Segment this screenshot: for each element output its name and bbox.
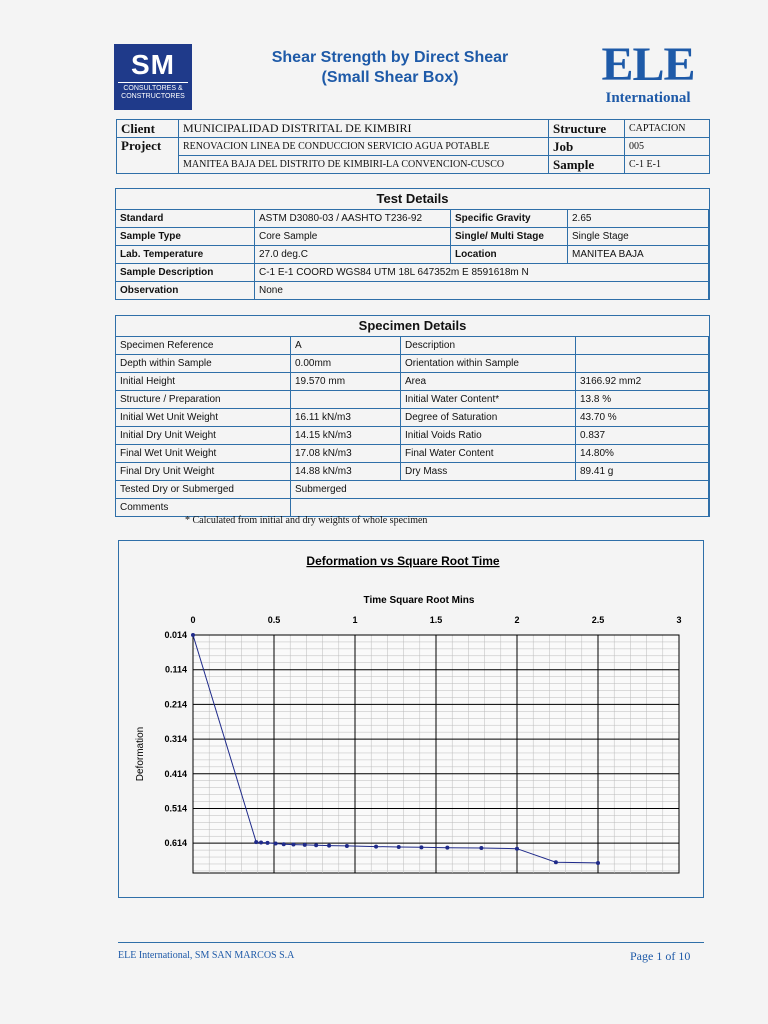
sm-logo-sub: CONSULTORES & CONSTRUCTORES [118,82,188,101]
specimen-label: Description [401,337,576,355]
specimen-value: 0.00mm [291,355,401,373]
ele-logo-main: ELE [601,38,695,91]
specimen-value: 3166.92 mm2 [576,373,709,391]
specimen-label: Final Wet Unit Weight [116,445,291,463]
project-line2: MANITEA BAJA DEL DISTRITO DE KIMBIRI-LA CONVENCION-CUSCO [179,156,549,174]
specimen-value: 0.837 [576,427,709,445]
x-tick-label: 2 [514,615,520,625]
specimen-value: 14.80% [576,445,709,463]
specific-gravity-label: Specific Gravity [451,210,568,228]
client-value: MUNICIPALIDAD DISTRITAL DE KIMBIRI [179,120,549,138]
y-tick-label: 0.414 [164,768,187,779]
tested-value: Submerged [291,481,709,499]
specimen-value: 13.8 % [576,391,709,409]
data-point [303,843,307,847]
specimen-value: 43.70 % [576,409,709,427]
sm-logo-main: SM [131,49,175,80]
standard-value: ASTM D3080-03 / AASHTO T236-92 [255,210,451,228]
observation-label: Observation [116,282,255,300]
specimen-row [116,391,709,409]
stage-label: Single/ Multi Stage [451,228,568,246]
page-title [200,48,580,88]
data-point [274,842,278,846]
data-point [479,846,483,850]
specimen-value: 14.88 kN/m3 [291,463,401,481]
data-point [259,840,263,844]
specimen-label: Orientation within Sample [401,355,576,373]
specimen-details-title: Specimen Details [116,316,709,337]
specimen-label: Dry Mass [401,463,576,481]
test-details-title: Test Details [116,189,709,210]
title-line2: (Small Shear Box) [321,69,459,86]
specimen-value: 16.11 kN/m3 [291,409,401,427]
specimen-label: Final Dry Unit Weight [116,463,291,481]
footer-left: ELE International, SM SAN MARCOS S.A [118,950,295,961]
x-tick-label: 0.5 [267,615,281,625]
specimen-row [116,463,709,481]
project-info-table [116,119,710,174]
specimen-row [116,373,709,391]
structure-label: Structure [549,120,625,138]
specimen-value: 19.570 mm [291,373,401,391]
specimen-label: Initial Dry Unit Weight [116,427,291,445]
page-number: Page 1 of 10 [630,949,691,963]
y-tick-label: 0.114 [164,664,187,675]
y-tick-label: 0.614 [164,838,187,849]
specimen-label: Depth within Sample [116,355,291,373]
deformation-chart [119,541,703,897]
sample-label: Sample [549,156,625,174]
comments-label: Comments [116,499,291,517]
specimen-label: Area [401,373,576,391]
x-tick-label: 2.5 [591,615,605,625]
data-point [397,845,401,849]
specific-gravity-value: 2.65 [568,210,709,228]
specimen-label: Initial Voids Ratio [401,427,576,445]
specimen-label: Structure / Preparation [116,391,291,409]
project-line1: RENOVACION LINEA DE CONDUCCION SERVICIO AGUA POTABLE [179,138,549,156]
specimen-row [116,427,709,445]
ele-logo [586,40,710,106]
data-point [419,845,423,849]
sample-description-value: C-1 E-1 COORD WGS84 UTM 18L 647352m E 8591618m N [255,264,709,282]
client-label: Client [117,120,179,138]
observation-value: None [255,282,709,300]
specimen-label: Specimen Reference [116,337,291,355]
temperature-value: 27.0 deg.C [255,246,451,264]
y-axis-label: Deformation [135,726,146,782]
data-point [515,847,519,851]
data-point [282,842,286,846]
data-point [345,844,349,848]
sample-value: C-1 E-1 [625,156,710,174]
sample-description-label: Sample Description [116,264,255,282]
chart-title: Deformation vs Square Root Time [306,554,500,568]
data-point [554,860,558,864]
x-tick-label: 3 [676,615,682,625]
job-label: Job [549,138,625,156]
specimen-value: A [291,337,401,355]
footer-divider [118,942,704,943]
data-point [374,845,378,849]
x-axis-label: Time Square Root Mins [363,595,475,606]
specimen-row [116,445,709,463]
y-tick-label: 0.214 [164,699,187,710]
data-point [191,633,195,637]
specimen-label: Degree of Saturation [401,409,576,427]
project-label: Project [117,138,179,174]
specimen-value [291,391,401,409]
specimen-label: Final Water Content [401,445,576,463]
data-point [254,840,258,844]
specimen-table [115,336,709,517]
specimen-row [116,337,709,355]
sample-type-value: Core Sample [255,228,451,246]
ele-logo-sub: International [605,90,691,106]
data-point [327,844,331,848]
y-tick-label: 0.314 [164,734,187,745]
specimen-row [116,355,709,373]
temperature-label: Lab. Temperature [116,246,255,264]
x-tick-label: 1.5 [429,615,443,625]
specimen-value [576,355,709,373]
data-point [266,841,270,845]
location-label: Location [451,246,568,264]
data-point [314,843,318,847]
test-details-section [115,188,710,300]
data-point [291,843,295,847]
location-value: MANITEA BAJA [568,246,709,264]
data-point [596,861,600,865]
specimen-label: Initial Height [116,373,291,391]
sample-type-label: Sample Type [116,228,255,246]
specimen-row [116,409,709,427]
specimen-value: 89.41 g [576,463,709,481]
y-tick-label: 0.014 [164,630,187,640]
standard-label: Standard [116,210,255,228]
x-tick-label: 0 [190,615,196,625]
specimen-value: 14.15 kN/m3 [291,427,401,445]
title-line1: Shear Strength by Direct Shear [271,49,509,66]
data-point [445,846,449,850]
specimen-details-section [115,315,710,517]
stage-value: Single Stage [568,228,709,246]
structure-value: CAPTACION [625,120,710,138]
chart-frame [118,540,704,898]
sm-logo [114,44,192,110]
y-tick-label: 0.514 [164,803,187,814]
specimen-label: Initial Wet Unit Weight [116,409,291,427]
footnote: * Calculated from initial and dry weights of whole specimen [185,515,428,526]
specimen-value [576,337,709,355]
specimen-value: 17.08 kN/m3 [291,445,401,463]
tested-label: Tested Dry or Submerged [116,481,291,499]
specimen-label: Initial Water Content* [401,391,576,409]
comments-value [291,499,709,517]
x-tick-label: 1 [352,615,358,625]
job-value: 005 [625,138,710,156]
